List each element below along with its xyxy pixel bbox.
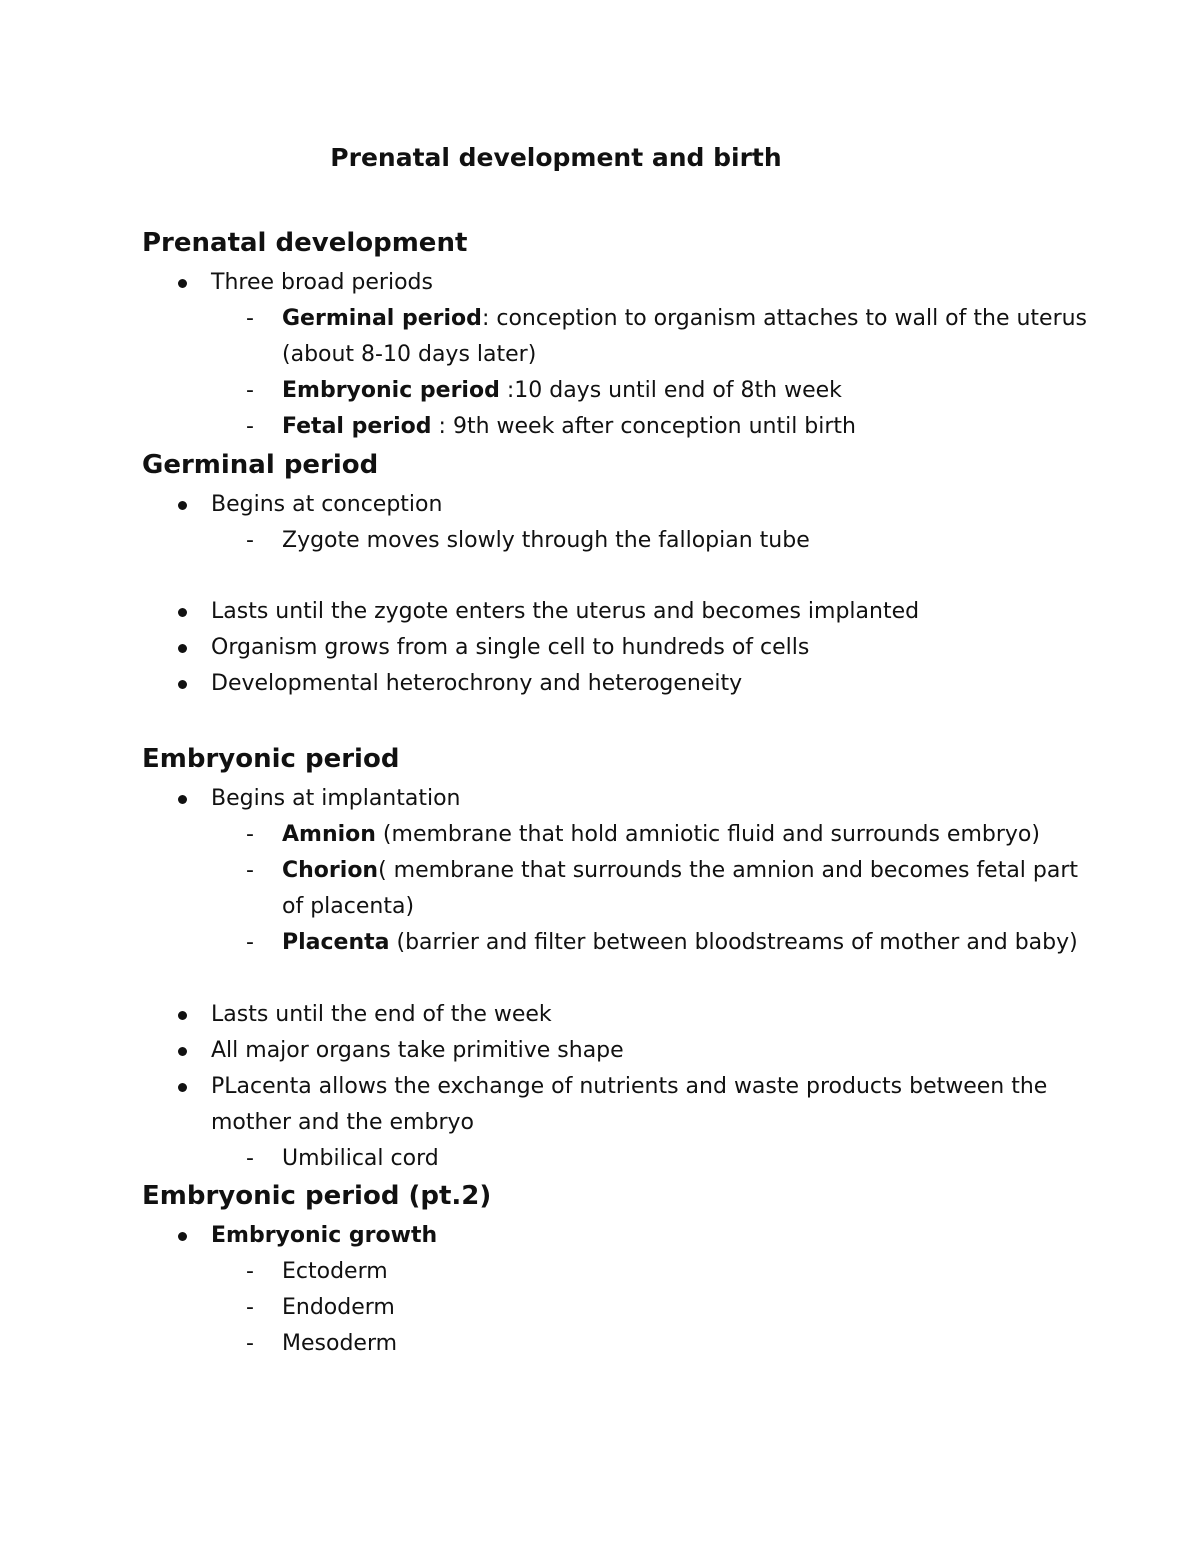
sub-list-item: Mesoderm — [282, 1331, 398, 1356]
dash-icon: - — [246, 378, 254, 403]
list-item: All major organs take primitive shape — [211, 1038, 624, 1063]
dash-icon: - — [246, 1331, 254, 1356]
bullet-icon — [178, 680, 187, 689]
sub-list-item: Zygote moves slowly through the fallopian tube — [282, 528, 810, 553]
term-placenta: Placenta — [282, 930, 390, 955]
term-amnion: Amnion — [282, 822, 376, 847]
bullet-icon — [178, 795, 187, 804]
bullet-icon — [178, 1083, 187, 1092]
list-item: PLacenta allows the exchange of nutrients and waste products between the — [211, 1074, 1048, 1099]
dash-icon: - — [246, 822, 254, 847]
list-item: Begins at conception — [211, 492, 443, 517]
bullet-icon — [178, 1011, 187, 1020]
definition-text: (barrier and filter between bloodstreams of mother and baby) — [389, 930, 1078, 955]
dash-icon: - — [246, 306, 254, 331]
dash-icon: - — [246, 1295, 254, 1320]
list-item: Begins at implantation — [211, 786, 461, 811]
page-title: Prenatal development and birth — [330, 143, 782, 172]
bullet-icon — [178, 501, 187, 510]
list-item: Three broad periods — [211, 270, 433, 295]
dash-icon: - — [246, 930, 254, 955]
list-item: Organism grows from a single cell to hundreds of cells — [211, 635, 810, 660]
list-item: Developmental heterochrony and heterogeneity — [211, 671, 743, 696]
definition-text: ( membrane that surrounds the amnion and becomes fetal part — [378, 858, 1079, 883]
sub-list-item — [282, 301, 1087, 337]
term-embryonic: Embryonic period — [282, 378, 500, 403]
bullet-icon — [178, 279, 187, 288]
definition-text: : 9th week after conception until birth — [431, 414, 856, 439]
term-chorion: Chorion — [282, 858, 379, 883]
list-item: Lasts until the zygote enters the uterus and becomes implanted — [211, 599, 920, 624]
term-germinal: Germinal period — [282, 306, 482, 331]
sub-list-item: Ectoderm — [282, 1259, 388, 1284]
sub-list-item: Endoderm — [282, 1295, 395, 1320]
list-item: Lasts until the end of the week — [211, 1002, 552, 1027]
sub-list-item — [282, 853, 1078, 889]
dash-icon: - — [246, 1259, 254, 1284]
term-fetal: Fetal period — [282, 414, 432, 439]
definition-text: : conception to organism attaches to wall of the uterus — [481, 306, 1088, 331]
section-heading-prenatal: Prenatal development — [142, 228, 468, 258]
bullet-icon — [178, 1047, 187, 1056]
section-heading-embryonic: Embryonic period — [142, 744, 400, 774]
sub-list-item: Umbilical cord — [282, 1146, 439, 1171]
sub-list-item — [282, 373, 842, 409]
sub-list-item — [282, 925, 1078, 961]
definition-text: (membrane that hold amniotic fluid and surrounds embryo) — [375, 822, 1040, 847]
sub-list-item-continuation: of placenta) — [282, 894, 415, 919]
sub-list-item-continuation: (about 8-10 days later) — [282, 342, 537, 367]
dash-icon: - — [246, 528, 254, 553]
list-item: Embryonic growth — [211, 1223, 438, 1248]
bullet-icon — [178, 644, 187, 653]
dash-icon: - — [246, 1146, 254, 1171]
dash-icon: - — [246, 414, 254, 439]
list-item-continuation: mother and the embryo — [211, 1110, 474, 1135]
bullet-icon — [178, 1232, 187, 1241]
sub-list-item — [282, 409, 856, 445]
section-heading-embryonic-pt2: Embryonic period (pt.2) — [142, 1181, 492, 1211]
bullet-icon — [178, 608, 187, 617]
sub-list-item — [282, 817, 1040, 853]
dash-icon: - — [246, 858, 254, 883]
section-heading-germinal: Germinal period — [142, 450, 379, 480]
definition-text: :10 days until end of 8th week — [499, 378, 842, 403]
